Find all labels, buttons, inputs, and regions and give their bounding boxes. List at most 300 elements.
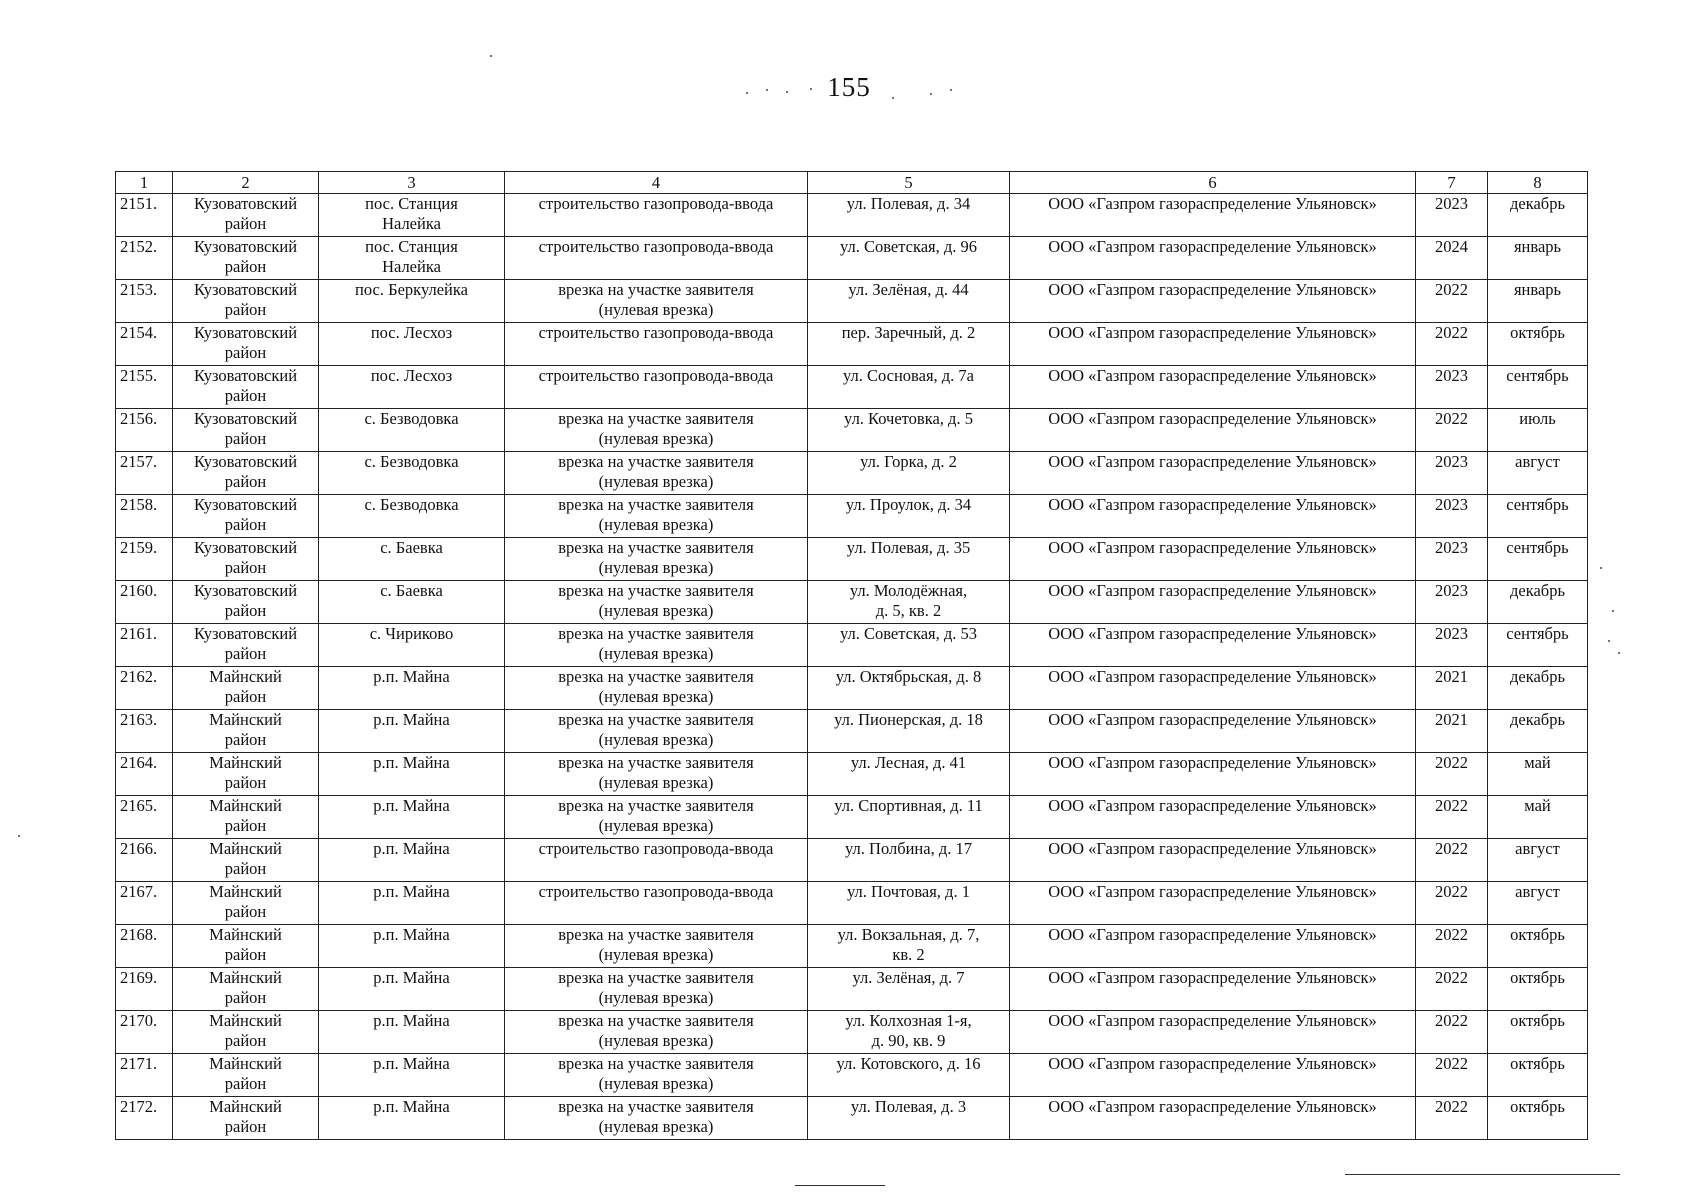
cell-organization: ООО «Газпром газораспределение Ульяновск» [1010,452,1416,495]
cell-organization: ООО «Газпром газораспределение Ульяновск» [1010,710,1416,753]
cell-district-line: район [224,687,267,706]
cell-address-line: пер. Заречный, д. 2 [841,323,976,342]
cell-district-line: Кузоватовский [193,323,298,342]
cell-number: 2165. [116,796,173,839]
column-header: 3 [319,172,505,194]
cell-district [173,495,319,538]
table-row [116,280,1588,323]
table-row [116,882,1588,925]
cell-year: 2022 [1416,753,1488,796]
cell-organization: ООО «Газпром газораспределение Ульяновск» [1010,538,1416,581]
cell-settlement [319,581,505,624]
cell-district-line: Кузоватовский [193,237,298,256]
scan-line [1345,1174,1620,1175]
cell-year: 2022 [1416,280,1488,323]
cell-organization: ООО «Газпром газораспределение Ульяновск» [1010,839,1416,882]
cell-district-line: Майнский [209,1054,282,1073]
cell-address-line: ул. Вокзальная, д. 7, [837,925,980,944]
cell-organization: ООО «Газпром газораспределение Ульяновск» [1010,968,1416,1011]
cell-work-type [505,452,808,495]
cell-work-type [505,495,808,538]
cell-number: 2164. [116,753,173,796]
cell-number: 2159. [116,538,173,581]
column-header: 8 [1488,172,1588,194]
table-row [116,710,1588,753]
cell-work-type-line: врезка на участке заявителя [558,667,754,686]
cell-organization: ООО «Газпром газораспределение Ульяновск» [1010,882,1416,925]
cell-address [808,796,1010,839]
cell-settlement-line: с. Безводовка [364,409,459,428]
cell-number: 2152. [116,237,173,280]
table-row [116,1097,1588,1140]
cell-address [808,925,1010,968]
cell-address [808,1054,1010,1097]
cell-year: 2022 [1416,409,1488,452]
cell-district [173,624,319,667]
cell-work-type-line: (нулевая врезка) [598,1074,714,1093]
cell-work-type [505,925,808,968]
cell-district-line: район [224,945,267,964]
scan-speck [930,93,932,95]
cell-work-type-line: (нулевая врезка) [598,945,714,964]
cell-district-line: район [224,730,267,749]
cell-district [173,409,319,452]
cell-work-type-line: врезка на участке заявителя [558,1097,754,1116]
cell-address-line: ул. Кочетовка, д. 5 [844,409,973,428]
cell-work-type-line: (нулевая врезка) [598,558,714,577]
cell-settlement-line: с. Баевка [380,581,443,600]
cell-number: 2160. [116,581,173,624]
cell-work-type [505,1011,808,1054]
cell-district-line: район [224,300,267,319]
cell-district [173,925,319,968]
cell-month: сентябрь [1488,624,1588,667]
cell-number: 2172. [116,1097,173,1140]
cell-number: 2158. [116,495,173,538]
cell-year: 2023 [1416,538,1488,581]
cell-work-type-line: (нулевая врезка) [598,300,714,319]
scan-speck [810,88,812,90]
cell-settlement-line: с. Чириково [369,624,454,643]
scan-speck [1618,652,1620,654]
page-number: 155 [827,72,871,102]
cell-address-line: д. 5, кв. 2 [875,601,942,620]
cell-district-line: Кузоватовский [193,280,298,299]
cell-organization: ООО «Газпром газораспределение Ульяновск» [1010,280,1416,323]
cell-number: 2161. [116,624,173,667]
cell-organization: ООО «Газпром газораспределение Ульяновск» [1010,1054,1416,1097]
cell-address [808,409,1010,452]
cell-work-type [505,581,808,624]
data-table [115,171,1588,1140]
cell-month: август [1488,882,1588,925]
cell-settlement-line: Налейка [382,257,441,276]
cell-settlement-line: р.п. Майна [373,1097,450,1116]
cell-number: 2169. [116,968,173,1011]
scan-line [795,1185,885,1186]
cell-work-type [505,710,808,753]
cell-district [173,366,319,409]
scan-speck [1608,640,1610,642]
cell-address-line: ул. Спортивная, д. 11 [834,796,983,815]
cell-settlement-line: Налейка [382,214,441,233]
table-row [116,452,1588,495]
cell-district-line: Майнский [209,925,282,944]
cell-organization: ООО «Газпром газораспределение Ульяновск» [1010,323,1416,366]
cell-district [173,796,319,839]
cell-address [808,1011,1010,1054]
cell-year: 2022 [1416,925,1488,968]
cell-address-line: ул. Полбина, д. 17 [845,839,972,858]
scan-speck [1600,567,1602,569]
scan-speck [786,91,788,93]
cell-settlement [319,1097,505,1140]
cell-month: октябрь [1488,968,1588,1011]
cell-number: 2153. [116,280,173,323]
table-row [116,796,1588,839]
cell-organization: ООО «Газпром газораспределение Ульяновск» [1010,1097,1416,1140]
cell-address-line: ул. Полевая, д. 34 [846,194,971,213]
cell-organization: ООО «Газпром газораспределение Ульяновск» [1010,581,1416,624]
cell-organization: ООО «Газпром газораспределение Ульяновск» [1010,194,1416,237]
cell-year: 2022 [1416,1097,1488,1140]
cell-address-line: ул. Полевая, д. 35 [846,538,971,557]
cell-settlement [319,194,505,237]
cell-address-line: ул. Советская, д. 96 [839,237,978,256]
cell-number: 2170. [116,1011,173,1054]
table-row [116,366,1588,409]
cell-settlement-line: с. Безводовка [364,495,459,514]
cell-month: декабрь [1488,194,1588,237]
cell-district [173,323,319,366]
scan-speck [950,89,952,91]
cell-work-type-line: врезка на участке заявителя [558,452,754,471]
column-header: 5 [808,172,1010,194]
cell-address-line: ул. Колхозная 1-я, [845,1011,972,1030]
cell-work-type-line: врезка на участке заявителя [558,710,754,729]
cell-settlement-line: р.п. Майна [373,1011,450,1030]
cell-settlement-line: с. Безводовка [364,452,459,471]
cell-year: 2022 [1416,882,1488,925]
column-header: 1 [116,172,173,194]
cell-year: 2022 [1416,968,1488,1011]
cell-settlement-line: р.п. Майна [373,667,450,686]
cell-district-line: район [224,257,267,276]
cell-district [173,753,319,796]
cell-address-line: ул. Котовского, д. 16 [836,1054,981,1073]
cell-district-line: район [224,859,267,878]
cell-work-type [505,624,808,667]
cell-month: октябрь [1488,925,1588,968]
cell-organization: ООО «Газпром газораспределение Ульяновск» [1010,624,1416,667]
cell-organization: ООО «Газпром газораспределение Ульяновск» [1010,753,1416,796]
cell-year: 2023 [1416,194,1488,237]
cell-work-type-line: врезка на участке заявителя [558,538,754,557]
cell-district [173,1097,319,1140]
cell-address-line: ул. Полевая, д. 3 [850,1097,967,1116]
cell-month: декабрь [1488,581,1588,624]
cell-organization: ООО «Газпром газораспределение Ульяновск» [1010,409,1416,452]
cell-year: 2022 [1416,1011,1488,1054]
cell-work-type [505,366,808,409]
cell-settlement [319,882,505,925]
cell-work-type [505,323,808,366]
cell-month: декабрь [1488,667,1588,710]
cell-work-type-line: врезка на участке заявителя [558,1011,754,1030]
cell-district-line: район [224,386,267,405]
cell-district-line: район [224,214,267,233]
table-row [116,323,1588,366]
cell-work-type-line: строительство газопровода-ввода [538,366,774,385]
cell-settlement-line: р.п. Майна [373,839,450,858]
cell-address-line: ул. Горка, д. 2 [860,452,957,471]
cell-settlement-line: р.п. Майна [373,882,450,901]
cell-work-type-line: (нулевая врезка) [598,515,714,534]
cell-district-line: Кузоватовский [193,624,298,643]
cell-work-type [505,796,808,839]
cell-month: май [1488,796,1588,839]
scan-speck [1612,610,1614,612]
cell-year: 2023 [1416,495,1488,538]
cell-work-type-line: (нулевая врезка) [598,429,714,448]
cell-work-type-line: строительство газопровода-ввода [538,323,774,342]
cell-address [808,581,1010,624]
cell-number: 2167. [116,882,173,925]
cell-settlement-line: пос. Станция [365,194,458,213]
cell-number: 2162. [116,667,173,710]
cell-month: октябрь [1488,1011,1588,1054]
cell-address [808,667,1010,710]
cell-work-type-line: врезка на участке заявителя [558,624,754,643]
cell-address [808,968,1010,1011]
cell-settlement [319,624,505,667]
cell-district [173,667,319,710]
cell-district-line: район [224,644,267,663]
cell-work-type-line: (нулевая врезка) [598,816,714,835]
cell-settlement-line: пос. Станция [365,237,458,256]
cell-settlement-line: р.п. Майна [373,753,450,772]
table-row [116,581,1588,624]
cell-organization: ООО «Газпром газораспределение Ульяновск» [1010,237,1416,280]
cell-address [808,495,1010,538]
column-header: 6 [1010,172,1416,194]
cell-month: октябрь [1488,1097,1588,1140]
cell-settlement [319,495,505,538]
cell-number: 2171. [116,1054,173,1097]
cell-number: 2163. [116,710,173,753]
cell-year: 2021 [1416,710,1488,753]
cell-address-line: д. 90, кв. 9 [871,1031,946,1050]
cell-year: 2021 [1416,667,1488,710]
cell-district-line: Кузоватовский [193,538,298,557]
cell-district-line: Кузоватовский [193,452,298,471]
cell-work-type [505,882,808,925]
cell-month: июль [1488,409,1588,452]
cell-district [173,968,319,1011]
cell-organization: ООО «Газпром газораспределение Ульяновск» [1010,667,1416,710]
cell-work-type-line: (нулевая врезка) [598,988,714,1007]
cell-district-line: Кузоватовский [193,581,298,600]
cell-work-type [505,1054,808,1097]
cell-month: сентябрь [1488,538,1588,581]
cell-settlement-line: р.п. Майна [373,1054,450,1073]
cell-month: август [1488,839,1588,882]
cell-address-line: ул. Сосновая, д. 7а [842,366,975,385]
cell-work-type [505,1097,808,1140]
cell-address-line: ул. Почтовая, д. 1 [847,882,970,901]
table-row [116,667,1588,710]
cell-district-line: Майнский [209,882,282,901]
cell-district [173,839,319,882]
cell-work-type-line: врезка на участке заявителя [558,280,754,299]
cell-organization: ООО «Газпром газораспределение Ульяновск» [1010,796,1416,839]
cell-district-line: Майнский [209,710,282,729]
cell-work-type-line: (нулевая врезка) [598,773,714,792]
cell-month: август [1488,452,1588,495]
scan-speck [746,92,748,94]
table-row [116,968,1588,1011]
cell-address [808,710,1010,753]
table-row [116,194,1588,237]
cell-district-line: район [224,515,267,534]
cell-settlement [319,968,505,1011]
cell-year: 2024 [1416,237,1488,280]
cell-month: октябрь [1488,323,1588,366]
cell-settlement [319,667,505,710]
cell-number: 2156. [116,409,173,452]
cell-year: 2023 [1416,366,1488,409]
cell-district-line: Майнский [209,1097,282,1116]
cell-number: 2155. [116,366,173,409]
table-row [116,538,1588,581]
cell-district-line: район [224,429,267,448]
cell-settlement [319,538,505,581]
cell-number: 2157. [116,452,173,495]
cell-settlement [319,839,505,882]
cell-month: январь [1488,280,1588,323]
cell-district [173,194,319,237]
cell-district-line: район [224,1074,267,1093]
cell-district-line: Майнский [209,796,282,815]
cell-address [808,237,1010,280]
scan-speck [18,835,20,837]
cell-district [173,882,319,925]
cell-address [808,753,1010,796]
table-row [116,624,1588,667]
cell-work-type-line: строительство газопровода-ввода [538,194,774,213]
cell-settlement [319,452,505,495]
cell-settlement [319,280,505,323]
cell-settlement [319,796,505,839]
header-row [116,172,1588,194]
cell-month: сентябрь [1488,495,1588,538]
cell-district-line: Кузоватовский [193,366,298,385]
cell-work-type-line: врезка на участке заявителя [558,968,754,987]
cell-district-line: район [224,773,267,792]
cell-district-line: район [224,902,267,921]
cell-address [808,624,1010,667]
cell-work-type-line: (нулевая врезка) [598,601,714,620]
cell-district [173,452,319,495]
cell-organization: ООО «Газпром газораспределение Ульяновск» [1010,366,1416,409]
cell-month: сентябрь [1488,366,1588,409]
cell-work-type [505,968,808,1011]
cell-work-type-line: (нулевая врезка) [598,1117,714,1136]
cell-settlement-line: пос. Лесхоз [370,366,453,385]
cell-settlement [319,366,505,409]
cell-district-line: район [224,343,267,362]
cell-district-line: Майнский [209,667,282,686]
scan-speck [766,89,768,91]
cell-address [808,538,1010,581]
cell-year: 2023 [1416,452,1488,495]
cell-work-type [505,667,808,710]
cell-work-type [505,839,808,882]
cell-address [808,452,1010,495]
table-row [116,495,1588,538]
cell-district-line: Кузоватовский [193,409,298,428]
cell-work-type [505,280,808,323]
cell-address [808,366,1010,409]
cell-address [808,839,1010,882]
cell-year: 2022 [1416,839,1488,882]
cell-work-type-line: врезка на участке заявителя [558,409,754,428]
cell-district-line: Майнский [209,968,282,987]
column-header: 2 [173,172,319,194]
table-row [116,925,1588,968]
cell-work-type [505,409,808,452]
table-row [116,409,1588,452]
cell-work-type-line: строительство газопровода-ввода [538,882,774,901]
cell-settlement [319,323,505,366]
cell-district-line: Майнский [209,839,282,858]
cell-address-line: ул. Зелёная, д. 44 [848,280,969,299]
cell-month: январь [1488,237,1588,280]
cell-settlement-line: р.п. Майна [373,796,450,815]
cell-settlement [319,710,505,753]
cell-month: декабрь [1488,710,1588,753]
cell-year: 2022 [1416,323,1488,366]
cell-address-line: ул. Проулок, д. 34 [845,495,972,514]
cell-district-line: Кузоватовский [193,495,298,514]
cell-address [808,1097,1010,1140]
cell-work-type-line: врезка на участке заявителя [558,581,754,600]
cell-number: 2166. [116,839,173,882]
cell-organization: ООО «Газпром газораспределение Ульяновск» [1010,1011,1416,1054]
cell-month: май [1488,753,1588,796]
cell-settlement [319,925,505,968]
cell-district-line: Кузоватовский [193,194,298,213]
cell-address [808,280,1010,323]
column-header: 4 [505,172,808,194]
cell-district [173,1054,319,1097]
cell-settlement [319,753,505,796]
table-row [116,753,1588,796]
table-row [116,237,1588,280]
cell-settlement [319,1054,505,1097]
cell-settlement [319,1011,505,1054]
cell-settlement-line: р.п. Майна [373,925,450,944]
cell-settlement-line: пос. Беркулейка [355,280,468,299]
table-row [116,1011,1588,1054]
cell-settlement [319,409,505,452]
cell-work-type-line: строительство газопровода-ввода [538,237,774,256]
cell-district-line: Майнский [209,753,282,772]
scan-speck [490,55,492,57]
cell-settlement-line: р.п. Майна [373,710,450,729]
cell-district [173,237,319,280]
cell-district [173,1011,319,1054]
